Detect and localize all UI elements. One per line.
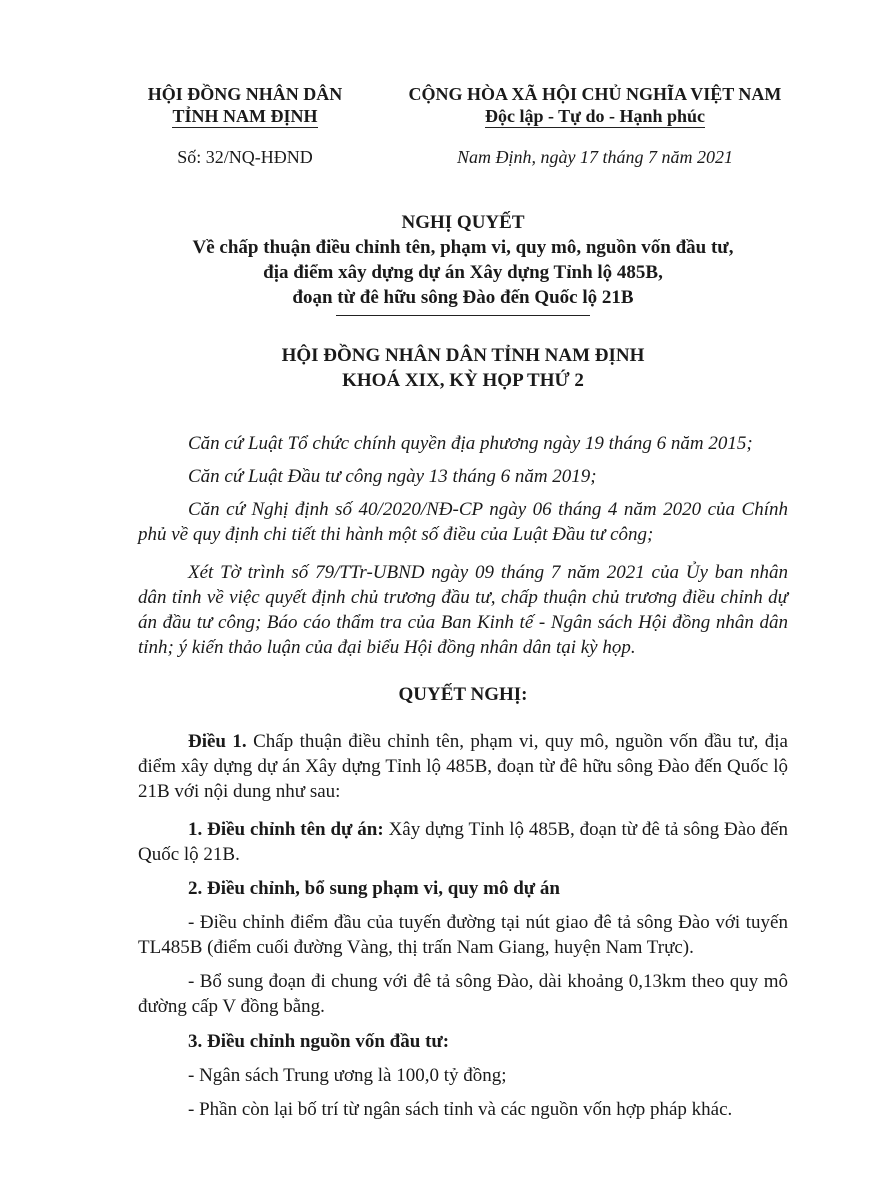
issuing-org-line1: HỘI ĐỒNG NHÂN DÂN — [147, 84, 343, 104]
title-divider — [336, 315, 590, 316]
issuing-org-line2 — [130, 106, 360, 127]
issuer-line1: HỘI ĐỒNG NHÂN DÂN TỈNH NAM ĐỊNH — [281, 345, 645, 366]
document-number: Số: 32/NQ-HĐND — [177, 147, 313, 167]
issuer-line2: KHOÁ XIX, KỲ HỌP THỨ 2 — [342, 370, 584, 391]
national-motto-line — [380, 106, 810, 127]
article-1-text: Chấp thuận điều chỉnh tên, phạm vi, quy mô, nguồn vốn đầu tư, địa điểm xây dựng dự án Xây dựng Tỉnh lộ 485B, đoạn từ đê hữu sông Đào đến Quốc lộ 21B với nội dung như sau: — [138, 731, 788, 802]
item-3-bullet-2: - Phần còn lại bố trí từ ngân sách tỉnh và các nguồn vốn hợp pháp khác. — [188, 1099, 733, 1120]
title-line1: Về chấp thuận điều chỉnh tên, phạm vi, quy mô, nguồn vốn đầu tư, — [192, 237, 734, 258]
item-3-bullet-1: - Ngân sách Trung ương là 100,0 tỷ đồng; — [188, 1065, 507, 1086]
legal-basis-2: Căn cứ Luật Đầu tư công ngày 13 tháng 6 năm 2019; — [188, 466, 597, 487]
title-line3: đoạn từ đê hữu sông Đào đến Quốc lộ 21B — [292, 287, 634, 308]
place-and-date: Nam Định, ngày 17 tháng 7 năm 2021 — [457, 147, 733, 167]
decision-heading: QUYẾT NGHỊ: — [398, 684, 528, 705]
article-1-label: Điều 1. — [188, 731, 247, 752]
item-1 — [138, 817, 788, 867]
issuing-org-province: TỈNH NAM ĐỊNH — [172, 106, 318, 126]
item-2-bullet-1: - Điều chỉnh điểm đầu của tuyến đường tại nút giao đê tả sông Đào với tuyến TL485B (điểm cuối đường Vàng, thị trấn Nam Giang, huyện Nam Trực). — [138, 912, 788, 958]
legal-basis-1: Căn cứ Luật Tổ chức chính quyền địa phương ngày 19 tháng 6 năm 2015; — [188, 433, 753, 454]
title-line2: địa điểm xây dựng dự án Xây dựng Tỉnh lộ 485B, — [263, 262, 663, 283]
item-2-heading: 2. Điều chỉnh, bổ sung phạm vi, quy mô dự án — [188, 878, 560, 899]
document-type: NGHỊ QUYẾT — [401, 212, 525, 233]
national-title: CỘNG HÒA XÃ HỘI CHỦ NGHĨA VIỆT NAM — [408, 84, 782, 104]
item-3-heading: 3. Điều chỉnh nguồn vốn đầu tư: — [188, 1031, 450, 1052]
national-motto: Độc lập - Tự do - Hạnh phúc — [484, 106, 706, 126]
legal-basis-3: Căn cứ Nghị định số 40/2020/NĐ-CP ngày 06 tháng 4 năm 2020 của Chính phủ về quy định chi tiết thi hành một số điều của Luật Đầu tư công; — [138, 499, 788, 545]
item-1-label: 1. Điều chỉnh tên dự án: — [188, 819, 384, 840]
item-2-bullet-2: - Bổ sung đoạn đi chung với đê tả sông Đào, dài khoảng 0,13km theo quy mô đường cấp V đồng bằng. — [138, 971, 788, 1017]
legal-basis-4: Xét Tờ trình số 79/TTr-UBND ngày 09 tháng 7 năm 2021 của Ủy ban nhân dân tỉnh về việc quyết định chủ trương đầu tư, chấp thuận chủ trương điều chỉnh dự án đầu tư công; Báo cáo thẩm tra của Ban Kinh tế - Ngân sách Hội đồng nhân dân tỉnh; ý kiến thảo luận của đại biểu Hội đồng nhân dân tại kỳ họp. — [138, 562, 788, 658]
item-1-text: Xây dựng Tỉnh lộ 485B, đoạn từ đê tả sông Đào đến Quốc lộ 21B. — [138, 819, 788, 865]
article-1 — [138, 729, 788, 804]
